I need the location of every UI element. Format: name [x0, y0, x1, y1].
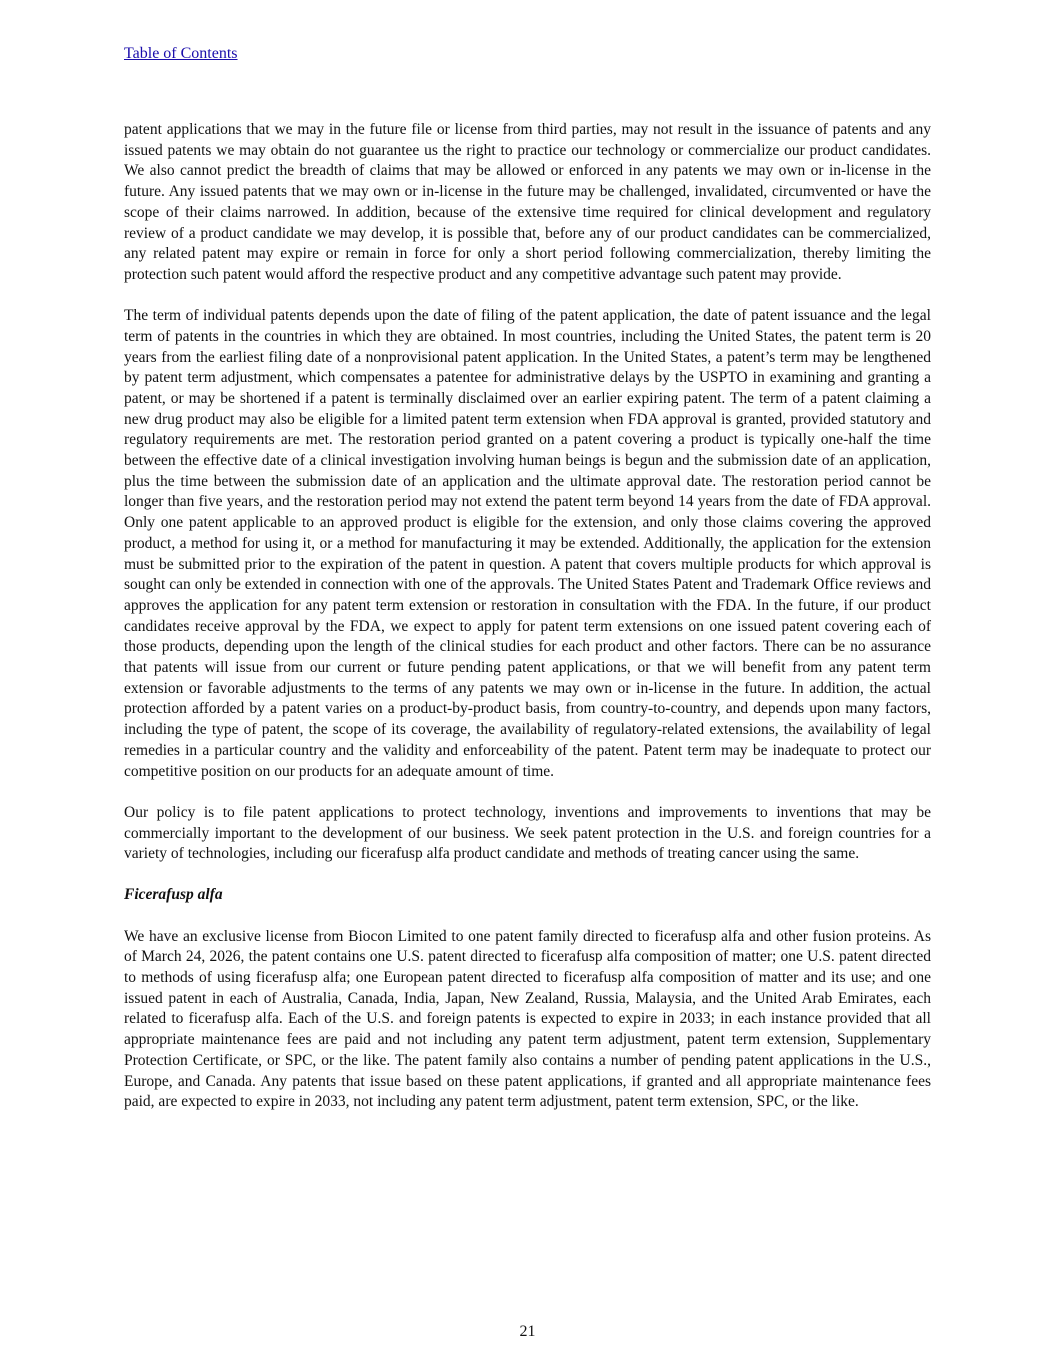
paragraph-patent-term: The term of individual patents depends upon the date of filing of the patent application, the date of patent issuance and the legal term of patents in the countries in which they are obtained. In most countries, including the United States, the patent term is 20 years from the earliest filing date of a nonprovisional patent application. In the United States, a patent’s term may be lengthened by patent term adjustment, which compensates a patentee for administrative delays by the USPTO in examining and granting a patent, or may be shortened if a patent is terminally disclaimed over an earlier expiring patent. The term of a patent claiming a new drug product may also be eligible for a limited patent term extension when FDA approval is granted, provided statutory and regulatory requirements are met. The restoration period granted on a patent covering a product is typically one-half the time between the effective date of a clinical investigation involving human beings is begun and the submission date of an application, plus the time between the submission date of an application and the ultimate approval date. The restoration period cannot be longer than five years, and the restoration period may not extend the patent term beyond 14 years from the date of FDA approval. Only one patent applicable to an approved product is eligible for the extension, and only those claims covering the approved product, a method for using it, or a method for manufacturing it may be extended. Additionally, the application for the extension must be submitted prior to the expiration of the patent in question. A patent that covers multiple products for which approval is sought can only be extended in connection with one of the approvals. The United States Patent and Trademark Office reviews and approves the application for any patent term extension or restoration in consultation with the FDA. In the future, if our product candidates receive approval by the FDA, we expect to apply for patent term extensions on one issued patent covering each of those products, depending upon the length of the clinical studies for each product and other factors. There can be no assurance that patents will issue from our current or future pending patent applications, or that we will benefit from any patent term extension or favorable adjustments to the terms of any patents we may own or in-license in the future. In addition, the actual protection afforded by a patent varies on a product-by-product basis, from country-to-country, and depends upon many factors, including the type of patent, the scope of its coverage, the availability of regulatory-related extensions, the availability of legal remedies in a particular country and the validity and enforceability of the patent. Patent term may be inadequate to protect our competitive position on our products for an adequate amount of time.	[124, 307, 931, 780]
section-heading-ficerafusp-alfa: Ficerafusp alfa	[124, 886, 223, 904]
table-of-contents-link[interactable]: Table of Contents	[124, 45, 238, 62]
paragraph-patent-applications: patent applications that we may in the future file or license from third parties, may not result in the issuance of patents and any issued patents we may obtain do not guarantee us the right to practice our technology or commercialize our product candidates. We also cannot predict the breadth of claims that may be allowed or enforced in any patents we may own or in-license in the future. Any issued patents that we may own or in-license in the future may be challenged, invalidated, circumvented or have the scope of their claims narrowed. In addition, because of the extensive time required for clinical development and regulatory review of a product candidate we may develop, it is possible that, before any of our product candidates can be commercialized, any related patent may expire or remain in force for only a short period following commercialization, thereby limiting the protection such patent would afford the respective product and any competitive advantage such patent may provide.	[124, 121, 931, 283]
page-number: 21	[519, 1323, 536, 1340]
document-body	[124, 120, 931, 1133]
paragraph-patent-policy: Our policy is to file patent applications to protect technology, inventions and improvements to inventions that may be commercially important to the development of our business. We seek patent protection in the U.S. and foreign countries for a variety of technologies, including our ficerafusp alfa product candidate and methods of treating cancer using the same.	[124, 803, 931, 863]
paragraph-ficerafusp-license: We have an exclusive license from Biocon Limited to one patent family directed to ficerafusp alfa and other fusion proteins. As of March 24, 2026, the patent contains one U.S. patent directed to ficerafusp alfa composition of matter; one U.S. patent directed to methods of using ficerafusp alfa; one European patent directed to ficerafusp alfa composition of matter and its use; and one issued patent in each of Australia, Canada, India, Japan, New Zealand, Russia, Malaysia, and the United Arab Emirates, each related to ficerafusp alfa. Each of the U.S. and foreign patents is expected to expire in 2033; in each instance provided that all appropriate maintenance fees are paid and not including any patent term adjustment, patent term extension, Supplementary Protection Certificate, or SPC, or the like. The patent family also contains a number of pending patent applications in the U.S., Europe, and Canada. Any patents that issue based on these patent applications, if granted and all appropriate maintenance fees paid, are expected to expire in 2033, not including any patent term adjustment, patent term extension, SPC, or the like.	[124, 927, 931, 1111]
